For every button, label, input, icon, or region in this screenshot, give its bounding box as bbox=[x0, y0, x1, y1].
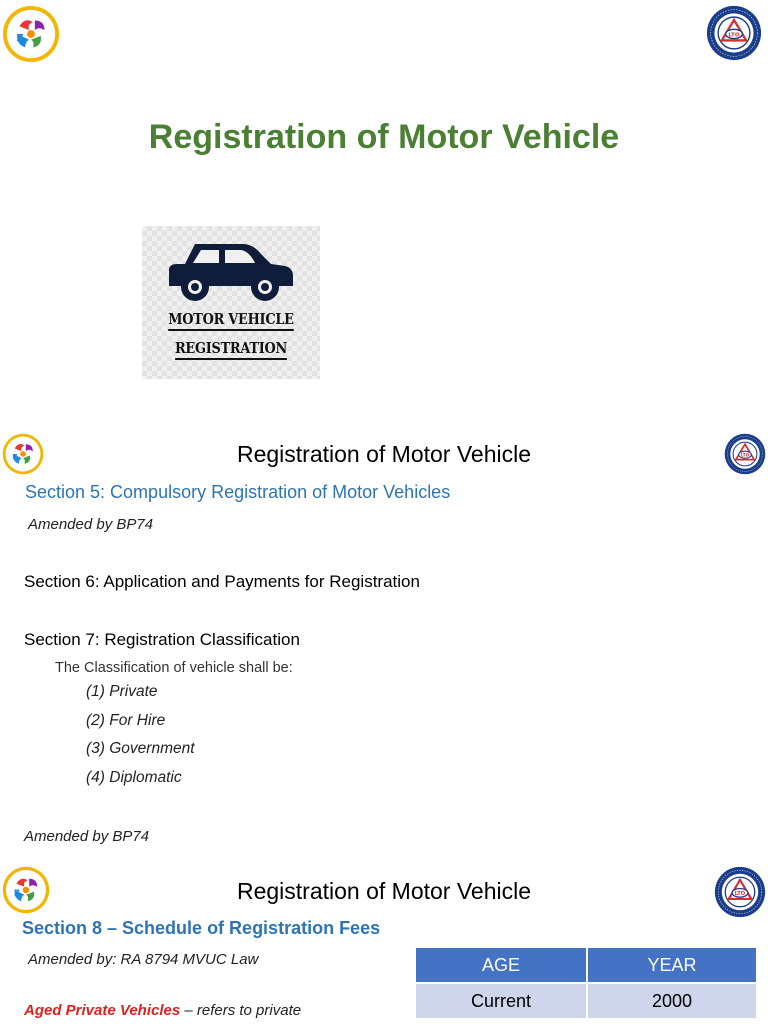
image-caption-line-2: REGISTRATION bbox=[154, 339, 307, 357]
section-5-heading: Section 5: Compulsory Registration of Motor Vehicles bbox=[25, 482, 451, 502]
fees-table bbox=[414, 946, 758, 1020]
car-icon bbox=[167, 240, 295, 302]
slide-3 bbox=[0, 860, 768, 1024]
table-row bbox=[415, 983, 757, 1019]
page-title: Registration of Motor Vehicle bbox=[148, 118, 620, 156]
slide-2 bbox=[0, 405, 768, 860]
section-8-heading: Section 8 – Schedule of Registration Fees bbox=[22, 918, 381, 938]
list-item: (3) Government bbox=[86, 740, 195, 757]
aged-vehicles-label: Aged Private Vehicles bbox=[24, 1002, 181, 1019]
classification-intro: The Classification of vehicle shall be: bbox=[55, 660, 293, 676]
table-cell: Current bbox=[415, 983, 587, 1019]
table-cell: 2000 bbox=[587, 983, 757, 1019]
section-5-note: Amended by BP74 bbox=[28, 516, 154, 533]
column-header-year: YEAR bbox=[587, 947, 757, 983]
lto-seal-icon bbox=[706, 5, 762, 61]
list-item: (2) For Hire bbox=[86, 711, 166, 729]
list-item: (4) Diplomatic bbox=[86, 768, 182, 786]
classification-list bbox=[86, 683, 195, 797]
table-header-row bbox=[415, 947, 757, 983]
motor-vehicle-registration-image bbox=[142, 226, 320, 379]
amended-note: Amended by: RA 8794 MVUC Law bbox=[28, 951, 259, 968]
column-header-age: AGE bbox=[415, 947, 587, 983]
list-item: (1) Private bbox=[86, 683, 158, 700]
aged-vehicles-text bbox=[24, 1002, 301, 1019]
slide-1 bbox=[0, 0, 768, 405]
section-6-heading: Section 6: Application and Payments for Registration bbox=[24, 572, 420, 591]
footer-note: Amended by BP74 bbox=[24, 828, 150, 845]
zone-logo-icon bbox=[2, 5, 60, 63]
image-caption-line-1: MOTOR VEHICLE bbox=[154, 310, 307, 328]
slide-title: Registration of Motor Vehicle bbox=[236, 441, 532, 467]
slide-title: Registration of Motor Vehicle bbox=[236, 878, 532, 904]
aged-vehicles-description: – refers to private bbox=[180, 1002, 302, 1019]
section-7-heading: Section 7: Registration Classification bbox=[24, 630, 300, 649]
